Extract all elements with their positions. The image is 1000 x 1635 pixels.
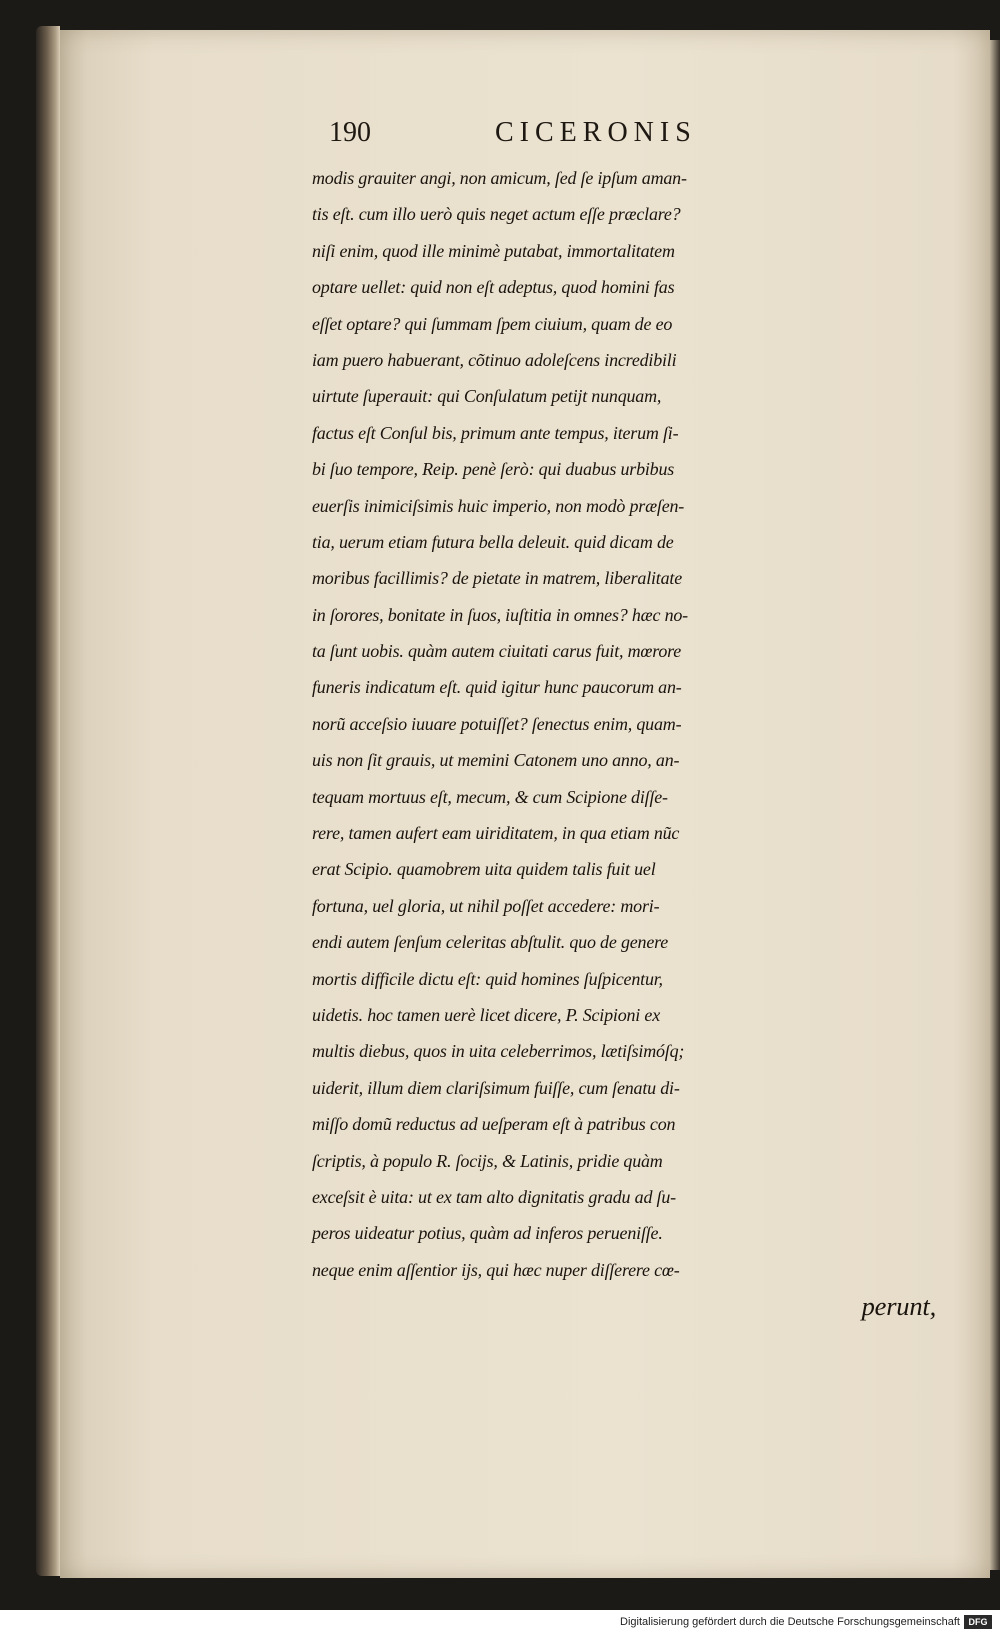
page-header (305, 117, 775, 157)
text-line: eſſet optare? qui ſummam ſpem ciuium, quam de eo (312, 313, 673, 334)
footer-credit: Digitalisierung gefördert durch die Deutsche Forschungsgemeinschaft (620, 1616, 960, 1628)
text-line: ta ſunt uobis. quàm autem ciuitati carus fuit, mœrore (312, 641, 682, 662)
text-line: exceſsit è uita: ut ex tam alto dignitatis gradu ad ſu- (312, 1186, 676, 1207)
page-number: 190 (329, 117, 371, 148)
text-line: modis grauiter angi, non amicum, ſed ſe ipſum aman- (312, 168, 687, 188)
text-line: funeris indicatum eſt. quid igitur hunc paucorum an- (312, 677, 682, 698)
text-line: tequam mortuus eſt, mecum, & cum Scipione diſſe- (312, 786, 668, 807)
text-line: niſi enim, quod ille minimè putabat, immortalitatem (312, 240, 675, 261)
text-line: uirtute ſuperauit: qui Conſulatum petijt nunquam, (312, 386, 662, 407)
text-line: norũ acceſsio iuuare potuiſſet? ſenectus enim, quam- (312, 713, 682, 734)
running-title: CICERONIS (495, 117, 697, 148)
text-line: uidetis. hoc tamen uerè licet dicere, P. Scipioni ex (312, 1004, 660, 1025)
text-line: endi autem ſenſum celeritas abſtulit. quo de genere (312, 932, 669, 953)
text-line: bi ſuo tempore, Reip. penè ſerò: qui duabus urbibus (312, 459, 675, 480)
footer-bar (0, 1610, 1000, 1635)
text-line: moribus facillimis? de pietate in matrem, liberalitate (312, 568, 682, 589)
book-spine-edge (36, 26, 60, 1576)
text-line: euerſis inimiciſsimis huic imperio, non modò præſen- (312, 495, 685, 516)
text-line: erat Scipio. quamobrem uita quidem talis fuit uel (312, 859, 656, 880)
text-line: peros uideatur potius, quàm ad inferos perueniſſe. (312, 1223, 663, 1244)
text-line: uis non ſit grauis, ut memini Catonem uno anno, an- (312, 750, 680, 771)
text-line: fortuna, uel gloria, ut nihil poſſet accedere: mori- (312, 895, 660, 916)
text-line: tia, uerum etiam futura bella deleuit. quid dicam de (312, 531, 674, 552)
text-line: multis diebus, quos in uita celeberrimos, lætiſsimóſq; (312, 1041, 685, 1062)
text-line: rere, tamen aufert eam uiriditatem, in qua etiam nũc (312, 823, 680, 844)
text-line: neque enim aſſentior ijs, qui hæc nuper diſſerere cœ- (312, 1259, 680, 1280)
dfg-logo: DFG (964, 1615, 992, 1629)
text-line: in ſorores, bonitate in ſuos, iuſtitia in omnes? hæc no- (312, 604, 688, 625)
text-line: factus eſt Conſul bis, primum ante tempus, iterum ſi- (312, 422, 679, 443)
text-line: optare uellet: quid non eſt adeptus, quod homini fas (312, 277, 675, 298)
text-line: iam puero habuerant, cõtinuo adoleſcens incredibili (312, 349, 677, 370)
text-line: mortis difficile dictu eſt: quid homines ſuſpicentur, (312, 968, 663, 989)
text-line: tis eſt. cum illo uerò quis neget actum eſſe præclare? (312, 204, 681, 225)
body-text (312, 160, 942, 1325)
page-fore-edge (990, 40, 1000, 1570)
text-line: uiderit, illum diem clariſsimum fuiſſe, cum ſenatu di- (312, 1077, 680, 1098)
text-line: miſſo domũ reductus ad ueſperam eſt à patribus con (312, 1114, 676, 1135)
text-line: ſcriptis, à populo R. ſocijs, & Latinis, pridie quàm (312, 1150, 663, 1171)
catchword: perunt, (861, 1291, 936, 1322)
